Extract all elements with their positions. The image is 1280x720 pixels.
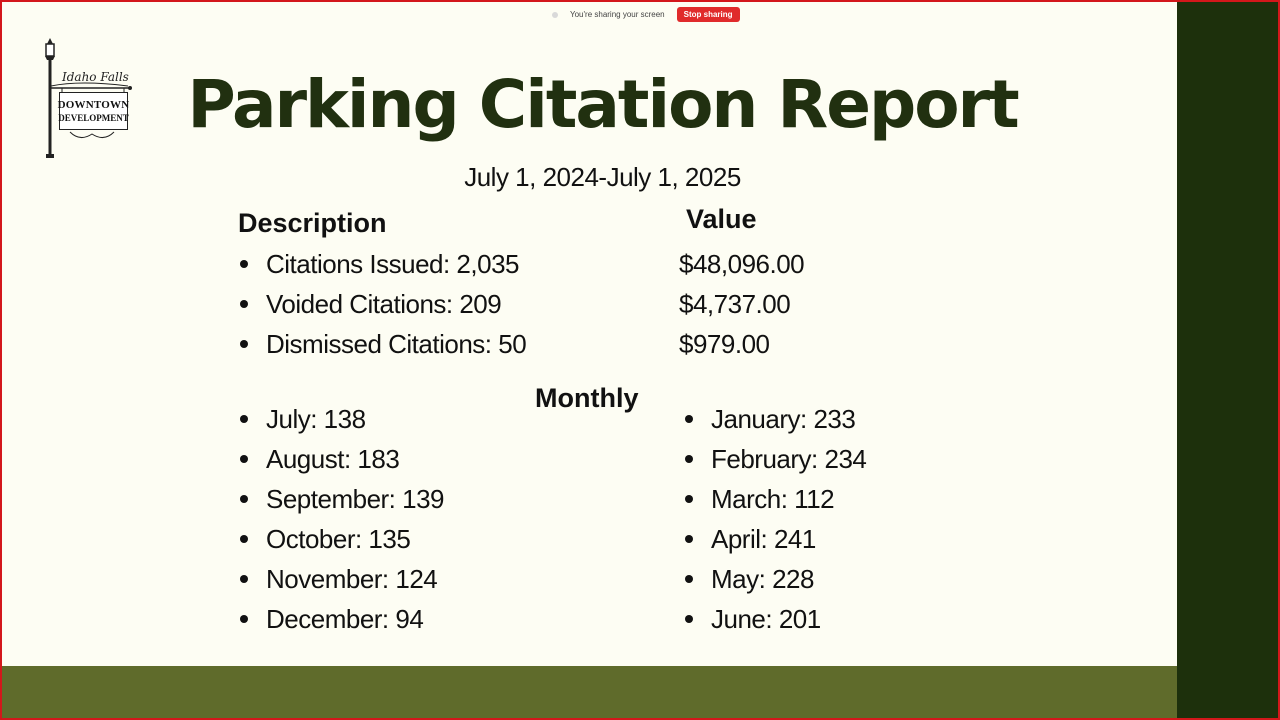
logo-script-text: Idaho Falls bbox=[62, 70, 129, 84]
list-item: May: 228 bbox=[683, 559, 866, 599]
list-item: Voided Citations: 209 bbox=[238, 284, 526, 324]
stop-sharing-button[interactable]: Stop sharing bbox=[677, 7, 740, 22]
list-item: March: 112 bbox=[683, 479, 866, 519]
share-status-text: You're sharing your screen bbox=[570, 10, 665, 19]
value-item: $48,096.00 bbox=[679, 249, 805, 279]
list-item: August: 183 bbox=[238, 439, 444, 479]
bottom-accent-bar bbox=[2, 666, 1177, 718]
logo-line-2: DEVELOPMENT bbox=[58, 112, 129, 123]
list-item: June: 201 bbox=[683, 599, 866, 639]
list-item: February: 234 bbox=[683, 439, 866, 479]
list-item: December: 94 bbox=[238, 599, 444, 639]
screen-share-banner bbox=[552, 7, 740, 22]
logo-line-1: DOWNTOWN bbox=[57, 98, 130, 111]
value-list bbox=[679, 244, 804, 364]
value-heading: Value bbox=[686, 204, 757, 234]
description-list bbox=[238, 244, 526, 364]
list-item: Citations Issued: 2,035 bbox=[238, 244, 526, 284]
value-item: $4,737.00 bbox=[679, 289, 791, 319]
monthly-heading: Monthly bbox=[535, 383, 639, 413]
date-range: July 1, 2024-July 1, 2025 bbox=[464, 162, 741, 192]
page-title: Parking Citation Report bbox=[187, 66, 1018, 143]
list-item: January: 233 bbox=[683, 399, 866, 439]
list-item: September: 139 bbox=[238, 479, 444, 519]
monthly-list-left bbox=[238, 399, 444, 639]
list-item: Dismissed Citations: 50 bbox=[238, 324, 526, 364]
description-heading: Description bbox=[238, 208, 387, 238]
list-item: October: 135 bbox=[238, 519, 444, 559]
monthly-list-right bbox=[683, 399, 866, 639]
value-item: $979.00 bbox=[679, 329, 770, 359]
list-item: July: 138 bbox=[238, 399, 444, 439]
share-indicator-icon bbox=[552, 12, 558, 18]
list-item: November: 124 bbox=[238, 559, 444, 599]
list-item: April: 241 bbox=[683, 519, 866, 559]
